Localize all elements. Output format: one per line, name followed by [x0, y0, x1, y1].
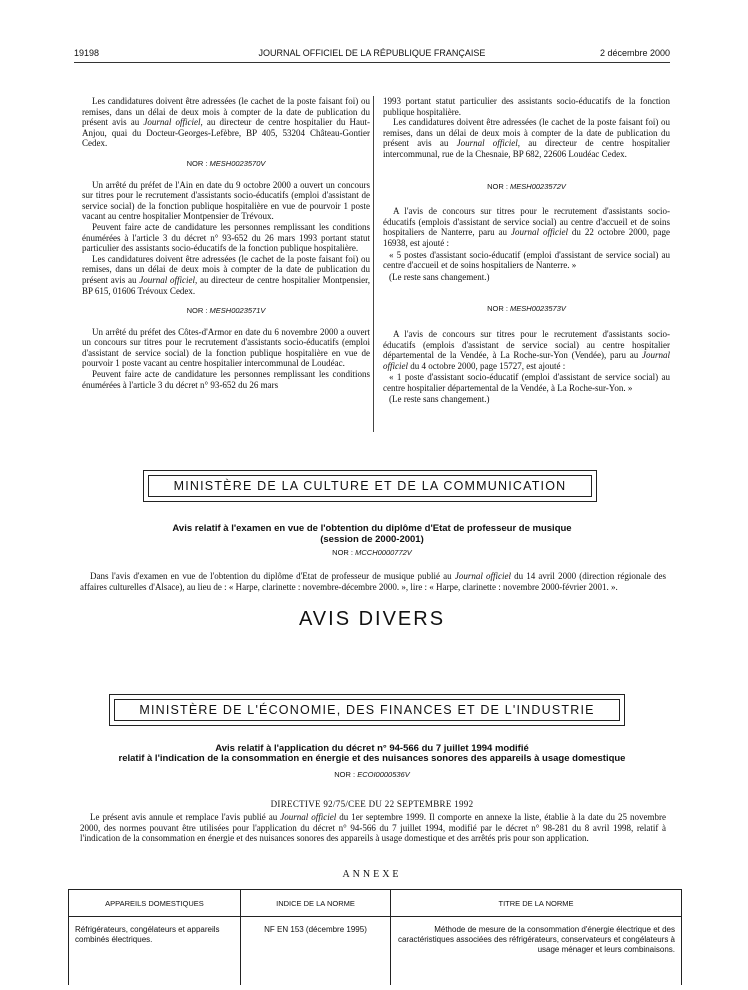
nor-reference: NOR : MESH0023571V — [186, 306, 266, 316]
nor-reference: NOR : MESH0023570V — [186, 158, 266, 168]
nor-reference: NOR : ECOI0000536V — [334, 770, 410, 779]
paragraph: Les candidatures doivent être adressées (le cachet de la poste faisant foi) ou remises, dans un délai de deux mois à compter de la date de publication du présent avis au Journal officiel, au directeur de centre hospitalier Montpensier, BP 615, 01606 Trévoux Cedex. — [82, 253, 370, 296]
unchanged-note: (Le reste sans changement.) — [389, 394, 490, 405]
nor-reference: NOR : MESH0023572V — [487, 181, 566, 191]
page-header — [74, 48, 670, 62]
column-header: APPAREILS DOMESTIQUES — [69, 890, 241, 917]
column-header: INDICE DE LA NORME — [241, 890, 391, 917]
unchanged-note: (Le reste sans changement.) — [389, 271, 490, 282]
avis-session: (session de 2000-2001) — [320, 534, 424, 545]
column-divider — [373, 96, 374, 432]
annexe-title: ANNEXE — [342, 869, 402, 880]
paragraph: Les candidatures doivent être adressées (le cachet de la poste faisant foi) ou remises, dans un délai de deux mois à compter de la date de publication du présent avis au Journal officiel, au directeur de centre hospitalier intercommunal, rue de la Chesnaie, BP 682, 22606 Loudéac Cedex. — [383, 117, 670, 159]
ministry-economie-heading: MINISTÈRE DE L'ÉCONOMIE, DES FINANCES ET DE L'INDUSTRIE — [114, 699, 620, 721]
avis-title: Avis relatif à l'examen en vue de l'obtention du diplôme d'Etat de professeur de musique — [172, 523, 572, 534]
table-cell: NF EN 153 (décembre 1995) — [241, 917, 391, 986]
table-row — [69, 917, 682, 986]
journal-title: JOURNAL OFFICIEL DE LA RÉPUBLIQUE FRANÇAISE — [258, 48, 486, 58]
avis-title: Avis relatif à l'application du décret n° 94-566 du 7 juillet 1994 modifié — [215, 743, 529, 754]
annexe-table — [68, 889, 682, 985]
avis-body: Le présent avis annule et remplace l'avis publié au Journal officiel du 1er septembre 1999. Il comporte en annexe la liste, établie à la date du 25 novembre 2000, des normes pouvant être utilisées pour l'application du décret n° 94-566 du 7 juillet 1994, modifié par le décret n° 98-281 du 8 avril 1998, relatif à l'indication de la consommation en énergie et des nuisances sonores des appareils à usage domestique et des arrêtés pris pour son application. — [80, 812, 666, 843]
table-cell: Réfrigérateurs, congélateurs et appareils combinés électriques. — [69, 917, 241, 986]
quoted-addition: « 1 poste d'assistant socio-éducatif (emploi d'assistant de service social) au centre hospitalier départemental de la Vendée, à La Roche-sur-Yon. » — [383, 372, 670, 393]
avis-body: Dans l'avis d'examen en vue de l'obtention du diplôme d'Etat de professeur de musique publié au Journal officiel du 14 avril 2000 (direction régionale des affaires culturelles d'Alsace), au lieu de : « Harpe, clarinette : novembre-décembre 2000. », lire : « Harpe, clarinette : novembre 2000-février 2001. ». — [80, 571, 666, 592]
nor-reference: NOR : MESH0023573V — [487, 304, 566, 314]
ministry-culture-heading: MINISTÈRE DE LA CULTURE ET DE LA COMMUNICATION — [148, 475, 592, 497]
header-rule — [74, 62, 670, 63]
paragraph: A l'avis de concours sur titres pour le recrutement d'assistants socio-éducatifs (emplois d'assistant de service social) au centre d'accueil et de soins hospitaliers de Nanterre, paru au Journal officiel du 22 octobre 2000, page 16938, est ajouté : — [383, 206, 670, 248]
paragraph: Peuvent faire acte de candidature les personnes remplissant les conditions énumérées à l'article 3 du décret n° 93-652 du 26 mars — [82, 369, 370, 390]
paragraph: Peuvent faire acte de candidature les personnes remplissant les conditions énumérées à l'article 3 du décret n° 93-652 du 26 mars 1993 portant statut particulier des assistants socio-éducatifs de la fonction publique hospitalière. — [82, 221, 370, 254]
paragraph: A l'avis de concours sur titres pour le recrutement d'assistants socio-éducatifs (emplois d'assistant de service social) au centre hospitalier départemental de la Vendée, à La Roche-sur-Yon (Vendée), paru au Journal officiel du 4 octobre 2000, page 15727, est ajouté : — [383, 328, 670, 371]
column-header: TITRE DE LA NORME — [391, 890, 682, 917]
paragraph: Un arrêté du préfet des Côtes-d'Armor en date du 6 novembre 2000 a ouvert un concours sur titres pour le recrutement d'assistants socio-éducatifs (emploi d'assistant de service social) de la fonction publique hospitalière en vue de pourvoir 1 poste vacant au centre hospitalier intercommunal de Loudéac. — [82, 326, 370, 369]
nor-reference: NOR : MCCH0000772V — [332, 548, 412, 557]
section-title: AVIS DIVERS — [298, 608, 446, 630]
issue-date: 2 décembre 2000 — [599, 48, 670, 58]
avis-subtitle: relatif à l'indication de la consommation en énergie et des nuisances sonores des appareils à usage domestique — [118, 753, 626, 764]
page-number: 19198 — [74, 48, 100, 58]
paragraph: Les candidatures doivent être adressées (le cachet de la poste faisant foi) ou remises, dans un délai de deux mois à compter de la date de publication du présent avis au Journal officiel, au directeur de centre hospitalier du Haut-Anjou, quai du Docteur-Georges-Lefèbre, BP 405, 53204 Château-Gontier Cedex. — [82, 96, 370, 149]
right-column — [383, 96, 670, 405]
directive-reference: DIRECTIVE 92/75/CEE DU 22 SEPTEMBRE 1992 — [270, 799, 474, 809]
left-column — [82, 96, 370, 390]
table-cell: Méthode de mesure de la consommation d'énergie électrique et des caractéristiques associées des réfrigérateurs, conservateurs et congélateurs à usage ménager et leurs combinaisons. — [391, 917, 682, 986]
paragraph: Un arrêté du préfet de l'Ain en date du 9 octobre 2000 a ouvert un concours sur titres pour le recrutement d'assistants socio-éducatifs (emploi d'assistant de service social) de la fonction publique hospitalière en vue de pourvoir 1 poste vacant au centre hospitalier Montpensier de Trévoux. — [82, 179, 370, 222]
paragraph: 1993 portant statut particulier des assistants socio-éducatifs de la fonction publique hospitalière. — [383, 96, 670, 117]
quoted-addition: « 5 postes d'assistant socio-éducatif (emploi d'assistant de service social) au centre d'accueil et de soins hospitaliers de Nanterre. » — [383, 249, 670, 271]
